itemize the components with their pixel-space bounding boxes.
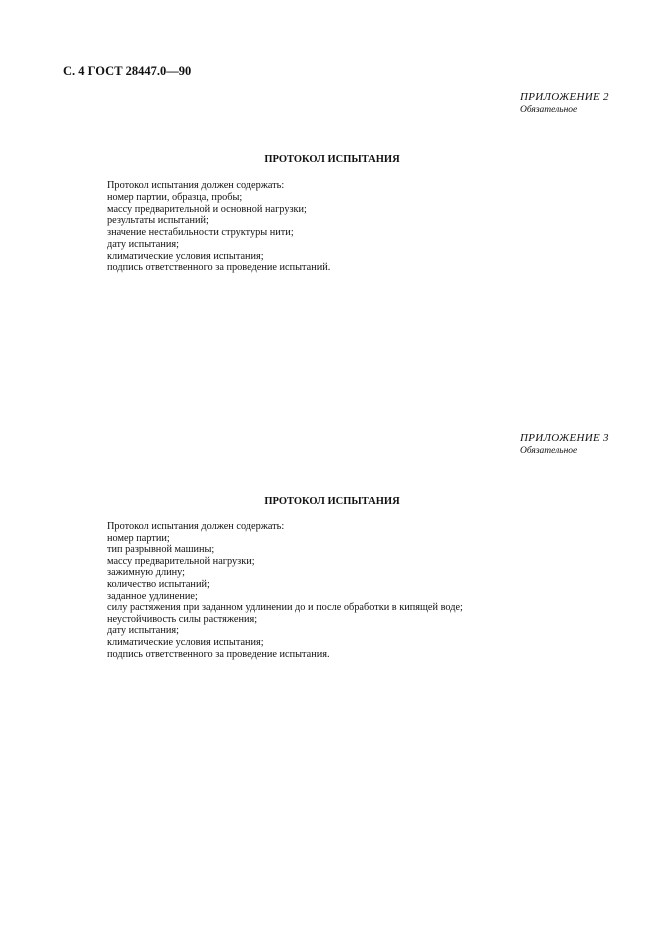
list-item: массу предварительной нагрузки; (107, 555, 255, 567)
appendix-3-list (107, 521, 463, 660)
list-item: номер партии; (107, 532, 170, 544)
list-item: массу предварительной и основной нагрузки; (107, 203, 307, 215)
list-item: подпись ответственного за проведение испытания. (107, 648, 330, 660)
list-item: дату испытания; (107, 238, 179, 250)
list-item: подпись ответственного за проведение испытаний. (107, 262, 331, 274)
page-header: С. 4 ГОСТ 28447.0—90 (63, 64, 192, 78)
appendix-3-title: ПРОТОКОЛ ИСПЫТАНИЯ (264, 496, 400, 507)
list-item: неустойчивость силы растяжения; (107, 613, 258, 625)
appendix-status: Обязательное (520, 445, 578, 456)
list-item: результаты испытаний; (107, 215, 209, 227)
appendix-label: ПРИЛОЖЕНИЕ 3 (520, 432, 609, 444)
list-item: тип разрывной машины; (107, 544, 215, 556)
list-item: количество испытаний; (107, 578, 210, 590)
appendix-3-heading (520, 432, 609, 457)
appendix-2-title: ПРОТОКОЛ ИСПЫТАНИЯ (264, 154, 400, 165)
appendix-2-heading (520, 91, 609, 116)
list-item: номер партии, образца, пробы; (107, 191, 243, 203)
list-item: климатические условия испытания; (107, 250, 264, 262)
appendix-status: Обязательное (520, 104, 578, 115)
appendix-label: ПРИЛОЖЕНИЕ 2 (520, 91, 609, 103)
appendix-2-list (107, 180, 330, 274)
list-item: значение нестабильности структуры нити; (107, 227, 294, 238)
list-item: Протокол испытания должен содержать: (107, 521, 285, 532)
list-item: силу растяжения при заданном удлинении до и после обработки в кипящей воде; (107, 602, 463, 614)
list-item: Протокол испытания должен содержать: (107, 180, 285, 191)
list-item: заданное удлинение; (107, 590, 198, 602)
list-item: климатические условия испытания; (107, 636, 264, 648)
list-item: зажимную длину; (107, 567, 185, 579)
list-item: дату испытания; (107, 625, 179, 637)
